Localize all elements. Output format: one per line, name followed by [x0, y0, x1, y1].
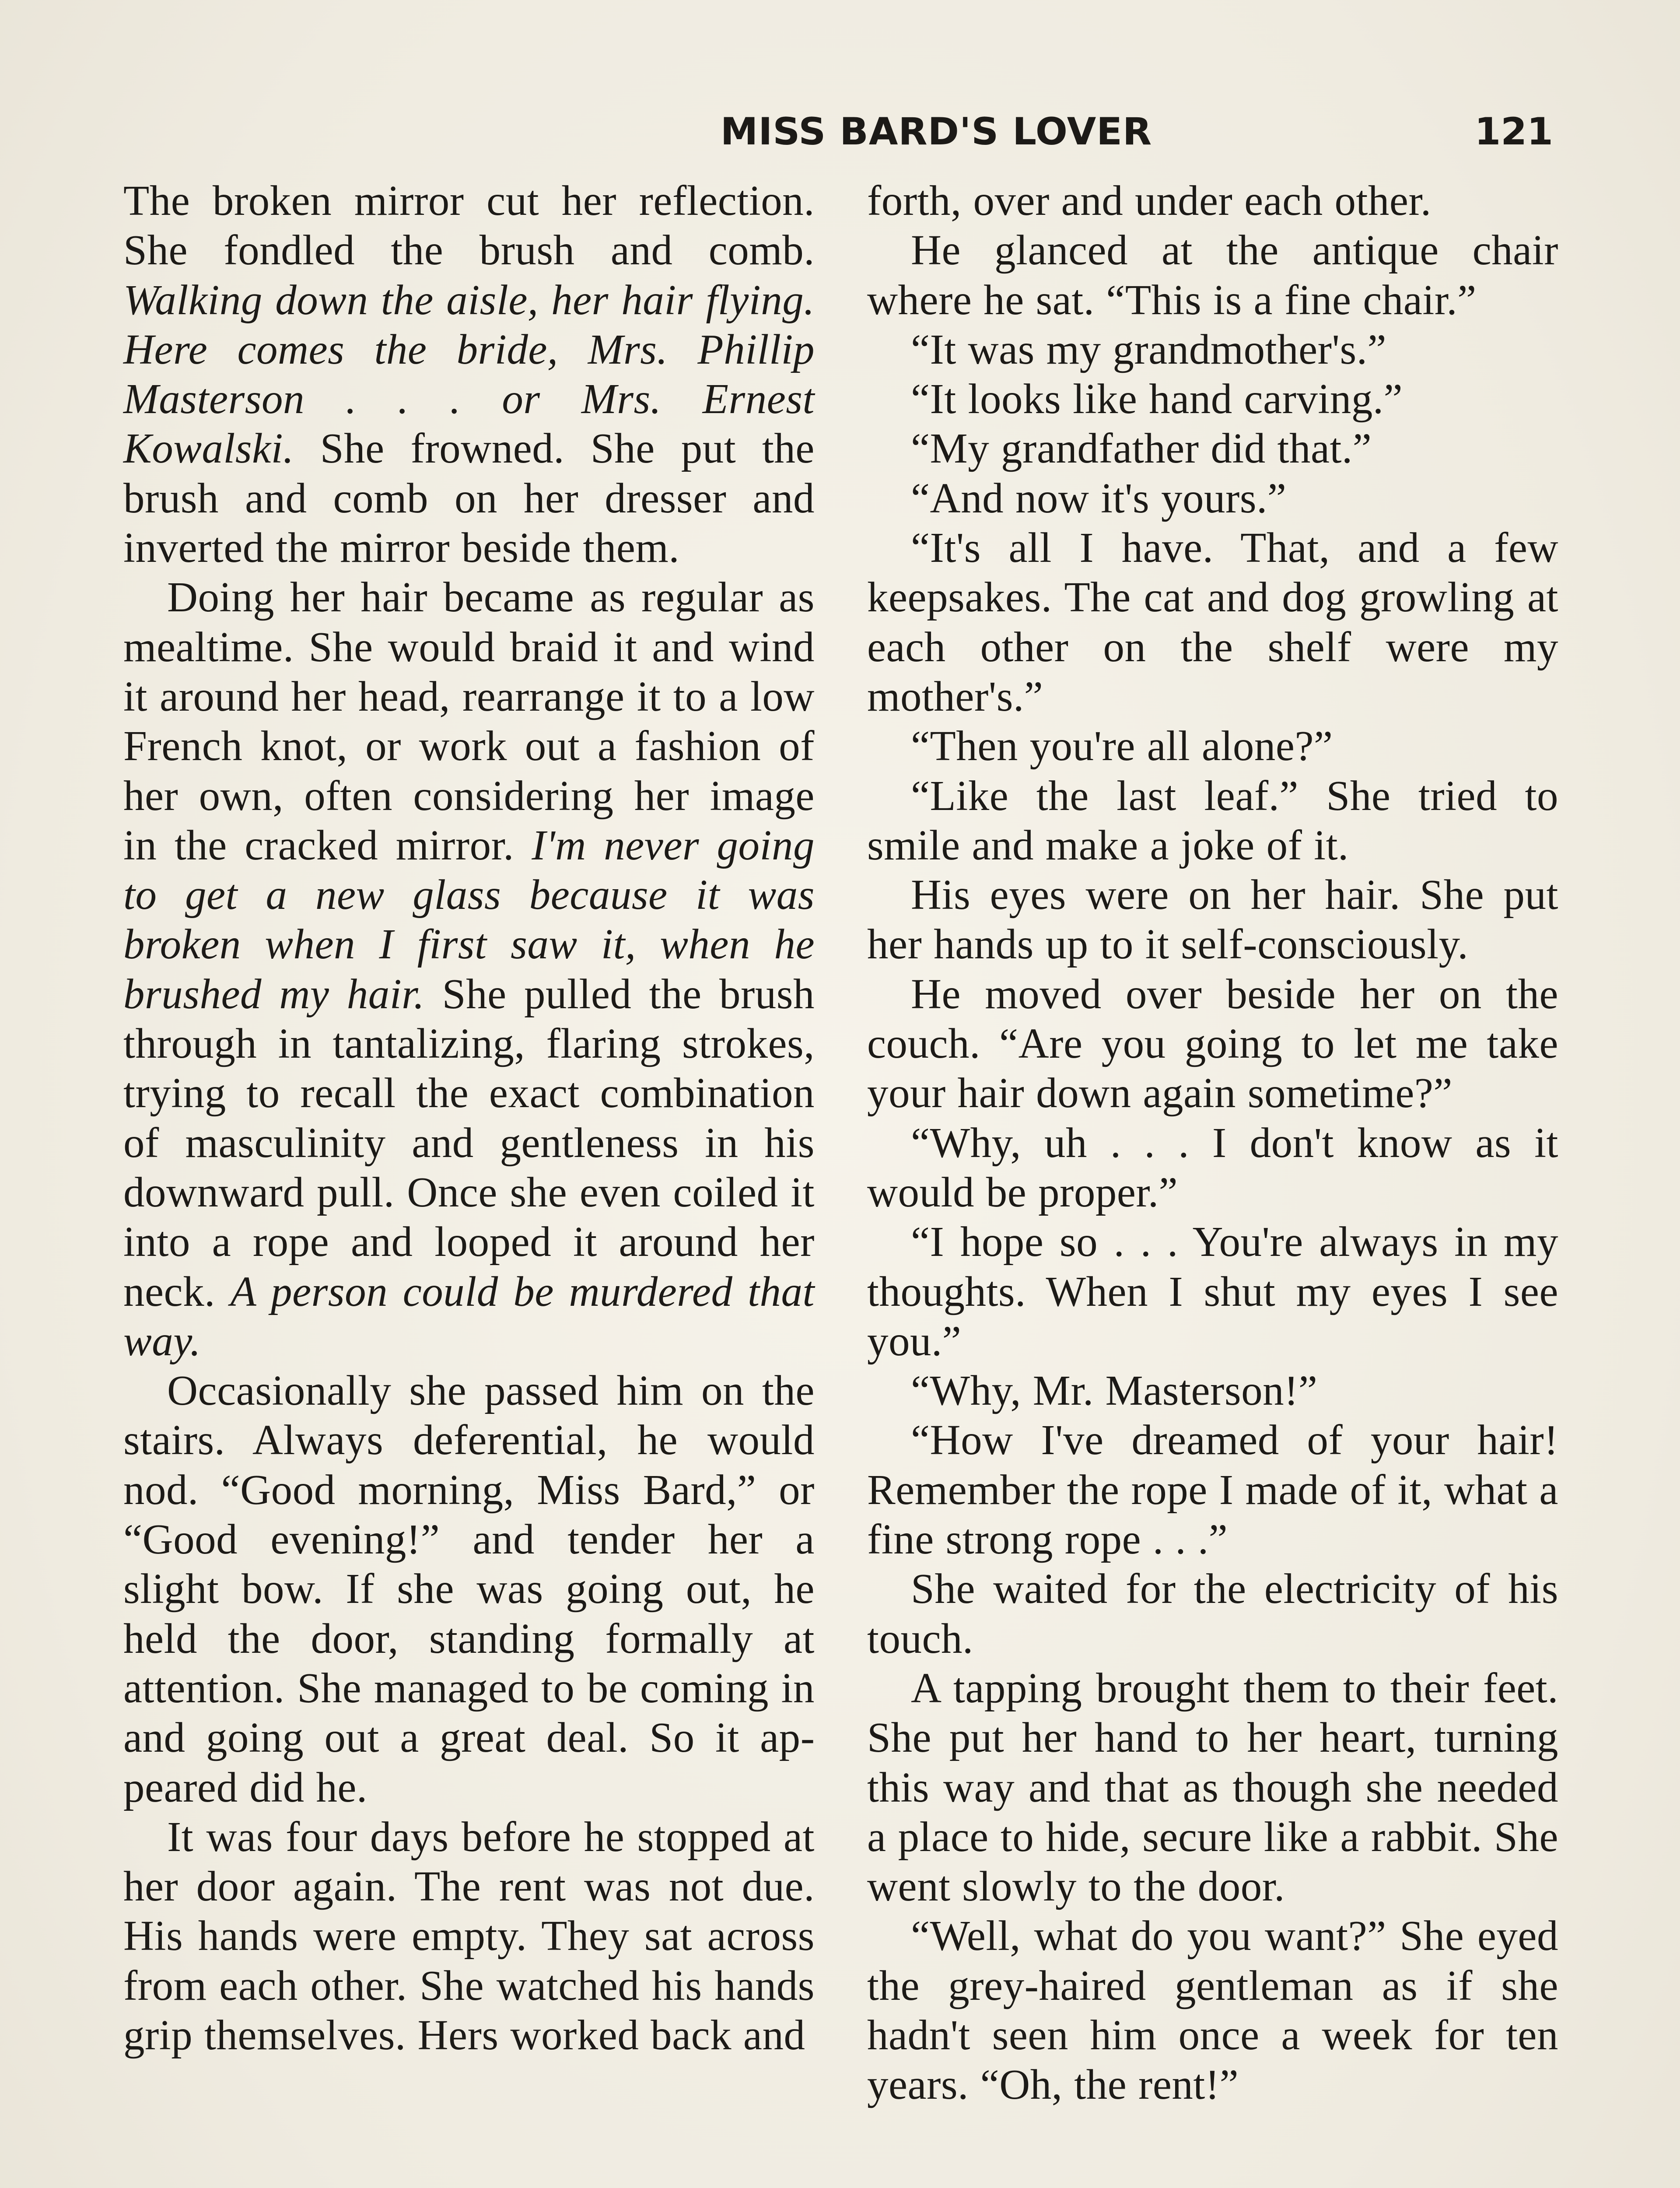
paragraph: “Why, uh . . . I don't know as it would be proper.” [867, 1119, 1558, 1216]
italic-thought: I'm never going to get a new glass because it was broken when I first saw it, when he brushed my hair. [123, 821, 815, 1017]
paragraph: “Then you're all alone?” [911, 722, 1333, 770]
paragraph: “It was my grandmother's.” [911, 326, 1386, 373]
paragraph: He moved over beside her on the couch. “Are you going to let me take your hair down again sometime?” [867, 970, 1558, 1117]
paragraph: She waited for the electricity of his touch. [867, 1565, 1558, 1662]
paragraph: He glanced at the antique chair where he sat. “This is a fine chair.” [867, 227, 1558, 323]
left-column [123, 176, 815, 2060]
page-number: 121 [1474, 110, 1553, 154]
page-header [122, 103, 1558, 160]
paragraph: “It looks like hand carving.” [911, 375, 1403, 423]
paragraph: forth, over and under each other. [867, 177, 1432, 224]
paragraph: “My grandfather did that.” [911, 425, 1372, 472]
italic-thought: A person could be murdered that way. [123, 1268, 815, 1364]
paragraph: Occasionally she passed him on the stairs. Always deferential, he would nod. “Good morning, Miss Bard,” or “Good evening!” and tender her a slight bow. If she was going out, he held the door, standing formally at attention. She managed to be coming in and going out a great deal. So it appeared did he. [123, 1367, 815, 1811]
paragraph: It was four days before he stopped at her door again. The rent was not due. His hands were empty. They sat across from each other. She watched his hands grip themselves. Hers worked back and [123, 1813, 815, 2058]
paragraph: A tapping brought them to their feet. She put her hand to her heart, turning this way and that as though she needed a place to hide, secure like a rabbit. She went slowly to the door. [867, 1664, 1558, 1910]
paragraph: “I hope so . . . You're always in my thoughts. When I shut my eyes I see you.” [867, 1218, 1558, 1364]
paragraph: The broken mirror cut her reflection. She fondled the brush and comb. Walking down the aisle, her hair flying. Here comes the bride, Mrs. Phillip Masterson . . . or Mrs. Ernest Kowalski. She frowned. She put the brush and comb on her dresser and inverted the mirror beside them. [123, 177, 815, 572]
running-title: MISS BARD'S LOVER [720, 110, 1152, 154]
paragraph: “And now it's yours.” [911, 474, 1287, 522]
paragraph: “How I've dreamed of your hair! Remember the rope I made of it, what a fine strong rope . . .” [867, 1417, 1558, 1563]
paragraph: “Like the last leaf.” She tried to smile and make a joke of it. [867, 772, 1558, 869]
paragraph: Doing her hair became as regular as mealtime. She would braid it and wind it around her head, rearrange it to a low French knot, or work out a fashion of her own, often considering her image in the cracked mirror. I'm never going to get a new glass because it was broken when I first saw it, when he brushed my hair. She pulled the brush through in tantalizing, flaring strokes, trying to recall the exact combination of masculinity and gentleness in his downward pull. Once she even coiled it into a rope and looped it around her neck. A person could be murdered that way. [123, 574, 815, 1364]
paragraph: His eyes were on her hair. She put her hands up to it self-consciously. [867, 871, 1558, 968]
paragraph: “It's all I have. That, and a few keepsakes. The cat and dog growling at each other on the shelf were my mother's.” [867, 524, 1558, 720]
italic-thought: Walking down the aisle, her hair flying. Here comes the bride, Mrs. Phillip Masterson . . . or Mrs. Ernest Kowalski. [123, 276, 815, 472]
right-column [867, 176, 1558, 2110]
paragraph: “Why, Mr. Masterson!” [911, 1367, 1318, 1414]
paragraph: “Well, what do you want?” She eyed the grey-haired gentleman as if she hadn't seen him once a week for ten years. “Oh, the rent!” [867, 1912, 1558, 2108]
